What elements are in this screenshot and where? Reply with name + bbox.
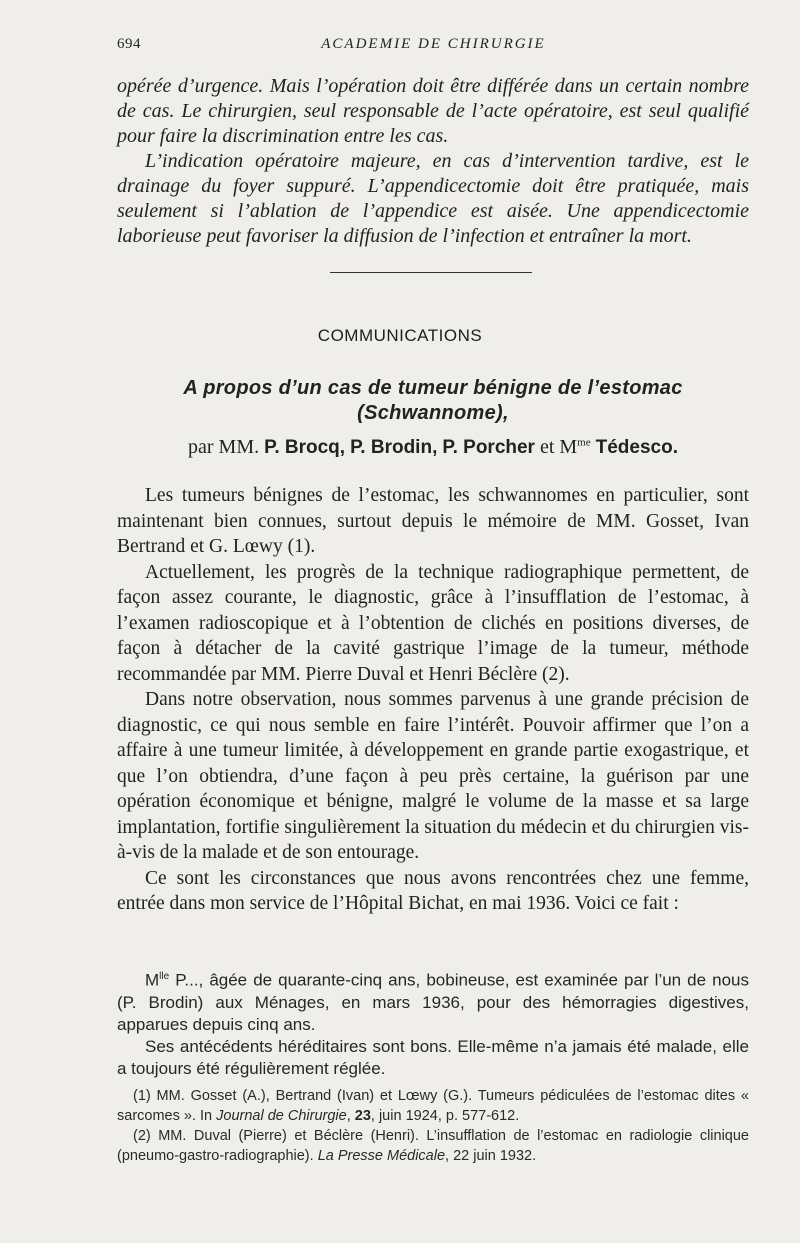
article-authors [117, 436, 749, 459]
footnote-2-text: (2) MM. Duval (Pierre) et Béclère (Henri). L’insufflation de l’estomac en radiologie clinique (pneumo-gastro-radiographie). [117, 1128, 749, 1164]
body-paragraph-4: Ce sont les circonstances que nous avons rencontrées chez une femme, entrée dans mon service de l’Hôpital Bichat, en mai 1936. Voici ce fait : [117, 867, 749, 914]
author-4: Tédesco. [595, 437, 678, 458]
article-title-line-1: A propos d’un cas de tumeur bénigne de l’estomac [183, 377, 683, 399]
body-paragraph-1: Les tumeurs bénignes de l’estomac, les schwannomes en particulier, sont maintenant bien connues, surtout depuis le mémoire de MM. Gosset, Ivan Bertrand et G. Lœwy (1). [117, 485, 749, 557]
footnote-2-journal: La Presse Médicale [317, 1148, 446, 1164]
case-report [117, 966, 749, 1080]
article-body [117, 483, 749, 917]
case-paragraph-1-text: P..., âgée de quarante-cinq ans, bobineuse, est examinée par l’un de nous (P. Brodin) aux Ménages, en mars 1936, pour des hémorragies digestives, apparues depuis cinq ans. [117, 970, 749, 1034]
footnotes [117, 1086, 749, 1166]
footnote-1-sep: , [346, 1108, 355, 1124]
page-header [117, 36, 750, 53]
body-paragraph-2: Actuellement, les progrès de la technique radiographique permettent, de façon assez courante, le diagnostic, grâce à l’insufflation de l’estomac, à l’examen radioscopique et à l’obtention de clichés en positions diverses, de façon à détacher de la cavité gastrique l’image de la tumeur, méthode recommandée par MM. Pierre Duval et Henri Béclère (2). [117, 561, 749, 685]
article-title [117, 376, 749, 426]
footnote-2 [117, 1126, 749, 1166]
footnote-1-end: , juin 1924, p. 577-612. [370, 1108, 520, 1124]
case-mlle-sup: lle [159, 971, 170, 982]
author-3: P. Porcher [442, 437, 535, 458]
opening-conclusions [117, 74, 749, 249]
case-paragraph-1 [117, 966, 749, 1036]
article-title-line-2: (Schwannome), [357, 402, 509, 424]
page-number: 694 [117, 36, 141, 52]
authors-and: et M [539, 436, 578, 458]
authors-mme-sup: me [577, 436, 591, 449]
case-paragraph-2: Ses antécédents héréditaires sont bons. Elle-même n’a jamais été malade, elle a toujours été régulièrement réglée. [117, 1036, 749, 1078]
opening-paragraph-2: L’indication opératoire majeure, en cas d’intervention tardive, est le drainage du foyer suppuré. L’appendicectomie doit être pratiquée, mais seulement si l’ablation de l’appendice est aisée. Une appendicectomie laborieuse peut favoriser la diffusion de l’infection et entraîner la mort. [117, 150, 749, 247]
footnote-1-volume: 23 [354, 1108, 371, 1124]
footnote-1 [117, 1086, 749, 1126]
case-mlle-prefix: M [145, 970, 160, 990]
author-2: P. Brodin, [350, 437, 438, 458]
running-title: ACADEMIE DE CHIRURGIE [321, 36, 546, 52]
author-1: P. Brocq, [264, 437, 346, 458]
footnote-1-journal: Journal de Chirurgie [216, 1108, 347, 1124]
section-heading: COMMUNICATIONS [317, 326, 483, 345]
body-paragraph-3: Dans notre observation, nous sommes parvenus à une grande précision de diagnostic, ce qui nous semble en faire l’intérêt. Pouvoir affirmer que l’on a affaire à une tumeur limitée, à développement en grande partie exogastrique, et que l’on obtiendra, d’une façon à peu près certaine, la guérison par une opération économique et bénigne, malgré le volume de la masse et sa large implantation, fortifie singulièrement la situation du médecin et du chirurgien vis-à-vis de la malade et de son entourage. [117, 689, 749, 863]
section-divider [330, 272, 532, 273]
footnote-1-text: (1) MM. Gosset (A.), Bertrand (Ivan) et Lœwy (G.). Tumeurs pédiculées de l’estomac dites « sarcomes ». In [117, 1088, 749, 1124]
opening-paragraph-1: opérée d’urgence. Mais l’opération doit être différée dans un certain nombre de cas. Le chirurgien, seul responsable de l’acte opératoire, est seul qualifié pour faire la discrimination entre les cas. [117, 75, 749, 147]
authors-par: par MM. [188, 436, 260, 458]
footnote-2-end: , 22 juin 1932. [445, 1148, 537, 1164]
